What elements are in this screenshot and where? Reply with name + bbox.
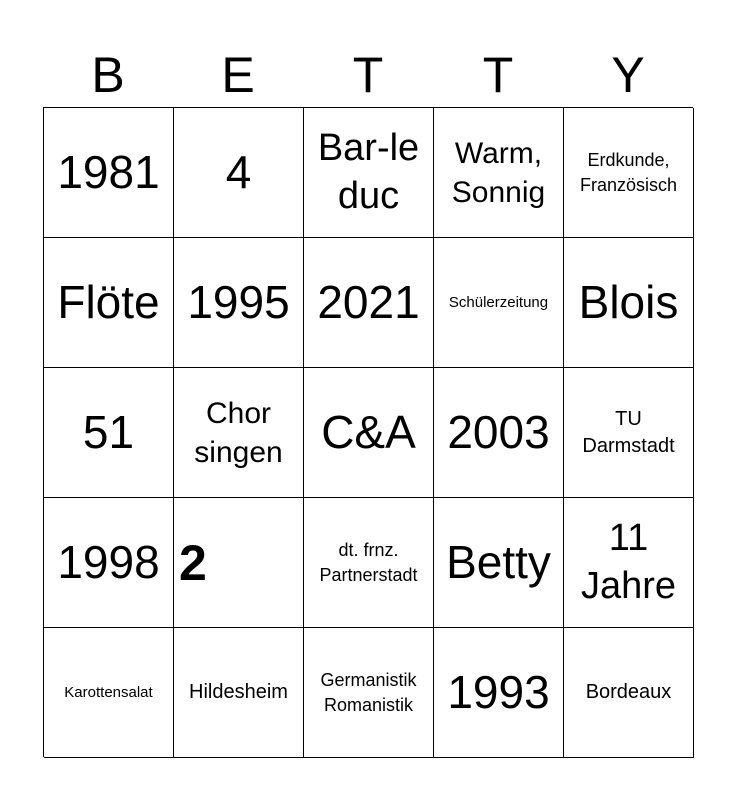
bingo-cell[interactable]: C&A <box>304 368 434 498</box>
bingo-cell[interactable]: 2003 <box>434 368 564 498</box>
bingo-cell[interactable]: 4 <box>174 108 304 238</box>
header-letter-b: B <box>91 47 125 103</box>
bingo-cell[interactable]: 51 <box>44 368 174 498</box>
bingo-cell[interactable]: Schülerzeitung <box>434 238 564 368</box>
bingo-cell[interactable]: TU Darmstadt <box>564 368 694 498</box>
bingo-cell[interactable]: Hildesheim <box>174 628 304 758</box>
header-letter-e: E <box>221 47 255 103</box>
bingo-header <box>43 44 693 106</box>
bingo-cell[interactable]: 1981 <box>44 108 174 238</box>
header-letter-t2: T <box>482 47 514 103</box>
header-letter-y: Y <box>611 47 645 103</box>
bingo-cell[interactable]: Warm, Sonnig <box>434 108 564 238</box>
bingo-cell[interactable]: Germanistik Romanistik <box>304 628 434 758</box>
header-letter-t1: T <box>352 47 384 103</box>
bingo-cell[interactable]: 1998 <box>44 498 174 628</box>
bingo-cell[interactable]: Chor singen <box>174 368 304 498</box>
bingo-cell[interactable]: dt. frnz. Partnerstadt <box>304 498 434 628</box>
bingo-cell[interactable]: 1993 <box>434 628 564 758</box>
bingo-cell[interactable]: 11 Jahre <box>564 498 694 628</box>
bingo-cell[interactable]: 2021 <box>304 238 434 368</box>
bingo-cell[interactable]: 1995 <box>174 238 304 368</box>
bingo-cell[interactable]: Erdkunde, Französisch <box>564 108 694 238</box>
bingo-cell[interactable]: Blois <box>564 238 694 368</box>
bingo-cell[interactable]: Bar-le duc <box>304 108 434 238</box>
bingo-cell[interactable]: Bordeaux <box>564 628 694 758</box>
bingo-cell[interactable]: Flöte <box>44 238 174 368</box>
bingo-card-grid <box>43 107 693 757</box>
bingo-cell[interactable]: Betty <box>434 498 564 628</box>
bingo-cell[interactable]: Karottensalat <box>44 628 174 758</box>
bingo-cell-free[interactable]: 2 <box>174 498 304 628</box>
